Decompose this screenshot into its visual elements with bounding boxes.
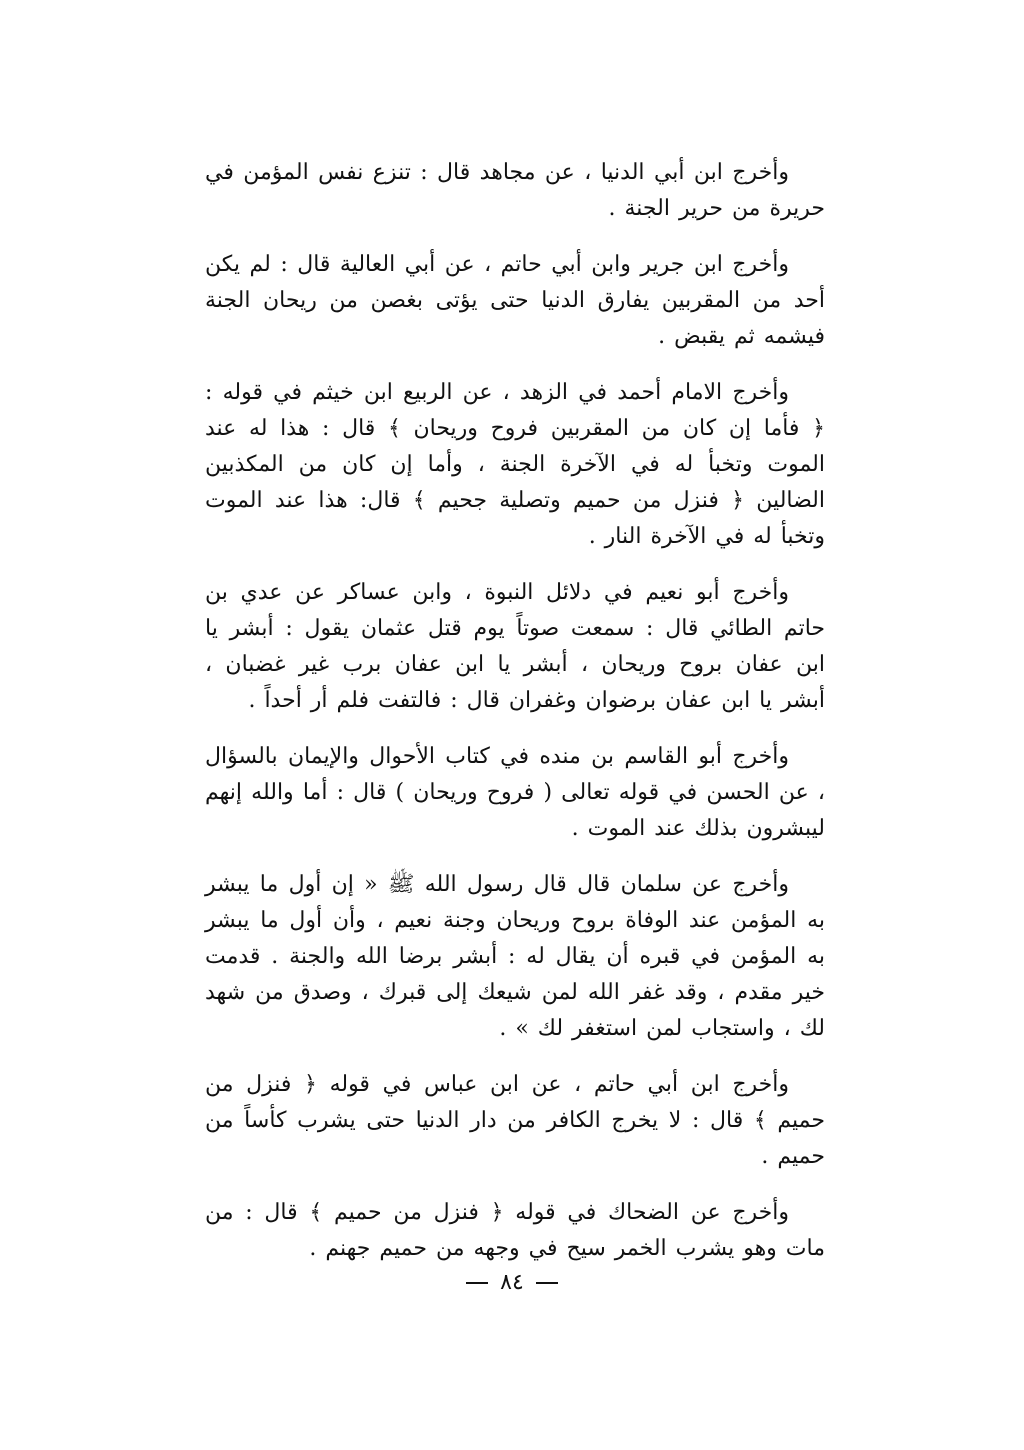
paragraph-6: وأخرج عن سلمان قال قال رسول الله ﷺ « إن أول ما يبشر به المؤمن عند الوفاة بروح وريحان وجنة نعيم ، وأن أول ما يبشر به المؤمن في قبره أن يقال له : أبشر برضا الله والجنة . قدمت خير مقدم ، وقد غفر الله لمن شيعك إلى قبرك ، وصدق من شهد لك ، واستجاب لمن استغفر لك » . bbox=[205, 872, 825, 1041]
paragraph-1: وأخرج ابن أبي الدنيا ، عن مجاهد قال : تنزع نفس المؤمن في حريرة من حرير الجنة . bbox=[205, 160, 825, 221]
footer-dash-left bbox=[466, 1282, 488, 1284]
page-footer bbox=[0, 1268, 1024, 1298]
paragraph-2: وأخرج ابن جرير وابن أبي حاتم ، عن أبي العالية قال : لم يكن أحد من المقربين يفارق الدنيا حتى يؤتى بغصن من ريحان الجنة فيشمه ثم يقبض . bbox=[205, 252, 825, 349]
page-number: ٨٤ bbox=[500, 1270, 524, 1295]
paragraph-3: وأخرج الامام أحمد في الزهد ، عن الربيع ابن خيثم في قوله : ﴿ فأما إن كان من المقربين فروح وريحان ﴾ قال : هذا له عند الموت وتخبأ له في الآخرة الجنة ، وأما إن كان من المكذبين الضالين ﴿ فنزل من حميم وتصلية جحيم ﴾ قال: هذا عند الموت وتخبأ له في الآخرة النار . bbox=[205, 380, 825, 549]
paragraph-5: وأخرج أبو القاسم بن منده في كتاب الأحوال والإيمان بالسؤال ، عن الحسن في قوله تعالى ( فروح وريحان ) قال : أما والله إنهم ليبشرون بذلك عند الموت . bbox=[205, 744, 825, 841]
footer-dash-right bbox=[536, 1282, 558, 1284]
paragraph-4: وأخرج أبو نعيم في دلائل النبوة ، وابن عساكر عن عدي بن حاتم الطائي قال : سمعت صوتاً يوم قتل عثمان يقول : أبشر يا ابن عفان بروح وريحان ، أبشر يا ابن عفان برب غير غضبان ، أبشر يا ابن عفان برضوان وغفران قال : فالتفت فلم أر أحداً . bbox=[205, 580, 825, 713]
page-body bbox=[205, 155, 825, 1287]
paragraph-8: وأخرج عن الضحاك في قوله ﴿ فنزل من حميم ﴾ قال : من مات وهو يشرب الخمر سيح في وجهه من حميم جهنم . bbox=[205, 1200, 825, 1261]
paragraph-7: وأخرج ابن أبي حاتم ، عن ابن عباس في قوله ﴿ فنزل من حميم ﴾ قال : لا يخرج الكافر من دار الدنيا حتى يشرب كأساً من حميم . bbox=[205, 1072, 825, 1169]
